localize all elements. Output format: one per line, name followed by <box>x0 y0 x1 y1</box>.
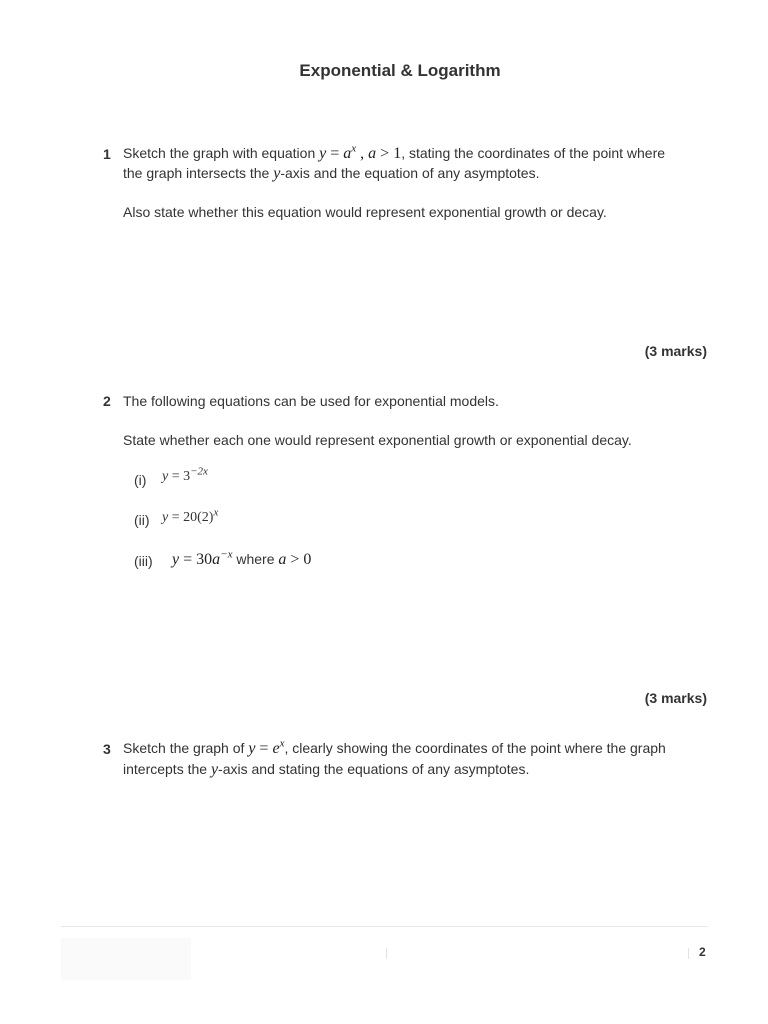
q3-equation: $y = e^x$ <box>248 737 285 757</box>
question-2-number: 2 <box>103 393 111 409</box>
part-iii-equation: $y = 30a^{-x}$ where a > 0 <box>172 548 312 568</box>
part-ii-label: (ii) <box>134 512 150 528</box>
part-ii-equation: $y = 20(2)^x$ <box>162 506 219 525</box>
question-2-marks: (3 marks) <box>644 690 707 706</box>
question-1-marks: (3 marks) <box>644 343 707 359</box>
question-2-line-1: The following equations can be used for exponential models. <box>123 393 499 409</box>
part-iii-label: (iii) <box>134 553 153 569</box>
question-3-line-2: intercepts the y-axis and stating the equations of any asymptotes. <box>123 761 530 778</box>
question-1-number: 1 <box>103 146 111 162</box>
q1-text: , stating the coordinates of the point where <box>401 145 666 161</box>
footer-logo <box>61 938 191 980</box>
question-1-line-2: the graph intersects the y-axis and the equation of any asymptotes. <box>123 165 540 182</box>
q1-text: Sketch the graph with equation <box>123 145 320 161</box>
question-1-line-3: Also state whether this equation would represent exponential growth or decay. <box>123 204 607 220</box>
footer-separator <box>688 948 689 959</box>
question-2-line-2: State whether each one would represent exponential growth or exponential decay. <box>123 432 632 448</box>
footer-separator <box>386 948 387 959</box>
part-i-label: (i) <box>134 472 147 488</box>
part-i-equation: $y = 3^{-2x}$ <box>162 465 208 484</box>
q1-equation: $y = a^x$ , a > 1 <box>319 142 402 162</box>
page-title: Exponential & Logarithm <box>299 61 501 80</box>
q3-y-var: y <box>210 761 219 778</box>
footer-divider <box>61 926 708 927</box>
q1-y-var: y <box>273 165 281 182</box>
question-3-line-1: Sketch the graph of $y = e^x$, clearly showing the coordinates of the point where the graph <box>123 737 666 757</box>
question-3-number: 3 <box>103 741 111 757</box>
page-number: 2 <box>699 945 706 959</box>
question-1-line-1 <box>123 142 666 163</box>
